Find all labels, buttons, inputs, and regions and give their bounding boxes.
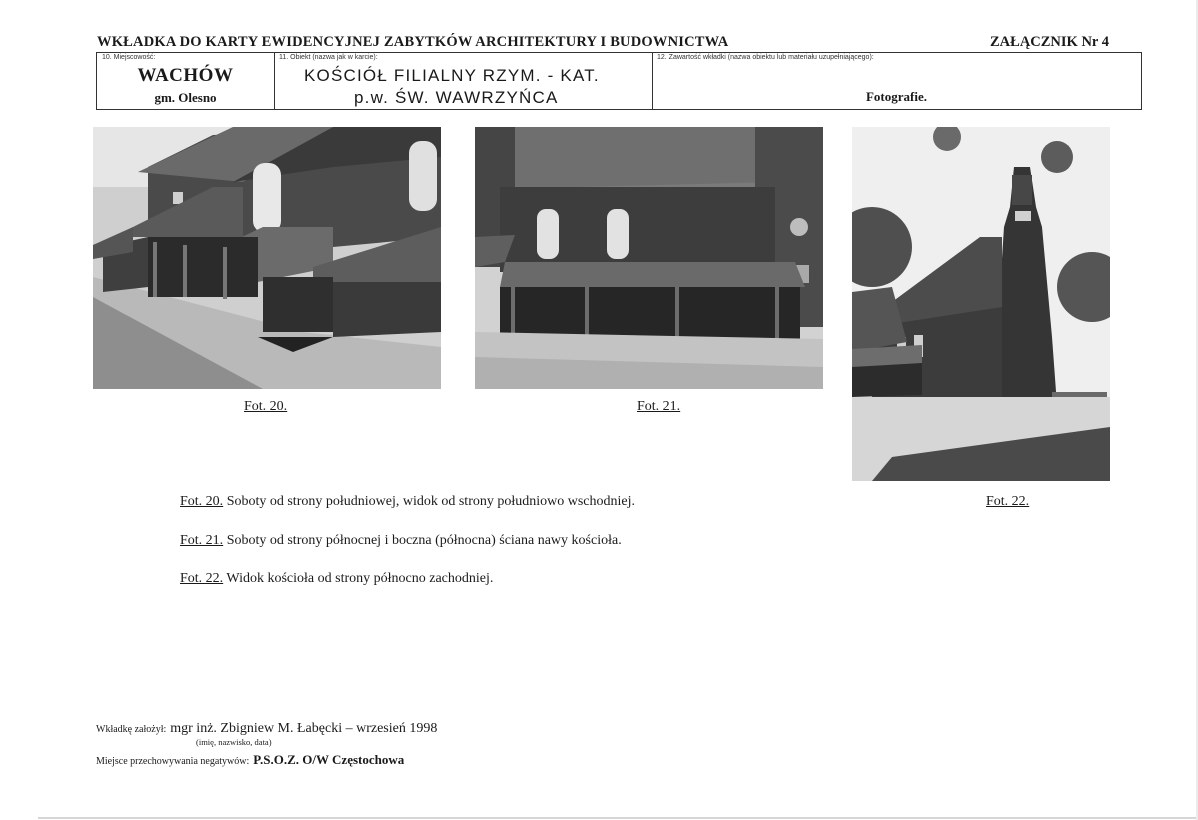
field-12-label: 12. Zawartość wkładki (nazwa obiektu lub materiału uzupełniającego): — [657, 54, 874, 61]
photo-22-caption: Fot. 22. — [986, 494, 1030, 509]
photo-20-caption: Fot. 20. — [244, 399, 288, 414]
paper-edge-bottom — [38, 817, 1198, 819]
object-name-line-1: KOŚCIÓŁ FILIALNY RZYM. - KAT. — [304, 66, 600, 85]
photo-21-ref: Fot. 21. — [180, 533, 224, 548]
photo-20-ref: Fot. 20. — [180, 494, 224, 509]
photo-21-caption: Fot. 21. — [637, 399, 681, 414]
field-11-label: 11. Obiekt (nazwa jak w karcie): — [279, 54, 378, 61]
annex-number: ZAŁĄCZNIK Nr 4 — [990, 34, 1109, 50]
field-10-place — [97, 53, 275, 109]
storage-value: P.S.O.Z. O/W Częstochowa — [253, 752, 405, 767]
photo-22-description-text: Widok kościoła od strony północno zachodniej. — [223, 571, 494, 586]
footer-negative-storage — [96, 751, 404, 769]
author-hint: (imię, nazwisko, data) — [196, 737, 272, 747]
header-form-table — [96, 52, 1142, 110]
photo-20-church-south-side — [93, 127, 441, 389]
field-10-label: 10. Miejscowość: — [102, 54, 156, 61]
document-title: WKŁADKA DO KARTY EWIDENCYJNEJ ZABYTKÓW ARCHITEKTURY I BUDOWNICTWA — [97, 34, 729, 50]
storage-label: Miejsce przechowywania negatywów: — [96, 756, 250, 767]
field-12-contents — [652, 53, 1141, 109]
photo-20-description — [180, 494, 635, 510]
photo-22-description — [180, 571, 493, 587]
commune-name: gm. Olesno — [154, 90, 217, 105]
place-name: WACHÓW — [137, 65, 234, 86]
photo-21-church-north-side — [475, 127, 823, 389]
photo-20-description-text: Soboty od strony południowej, widok od strony południowo wschodniej. — [223, 494, 636, 509]
object-name-line-2: p.w. ŚW. WAWRZYŃCA — [354, 88, 559, 107]
photo-22-church-northwest-view — [852, 127, 1110, 481]
photo-21-description — [180, 533, 622, 549]
insert-contents: Fotografie. — [865, 89, 927, 104]
photo-21-description-text: Soboty od strony północnej i boczna (północna) ściana nawy kościoła. — [223, 533, 622, 548]
photo-22-ref: Fot. 22. — [180, 571, 224, 586]
footer-author — [96, 719, 437, 737]
field-11-object — [274, 53, 653, 109]
author-label: Wkładkę założył: — [96, 724, 167, 735]
author-value: mgr inż. Zbigniew M. Łabęcki – wrzesień 1998 — [170, 721, 438, 736]
